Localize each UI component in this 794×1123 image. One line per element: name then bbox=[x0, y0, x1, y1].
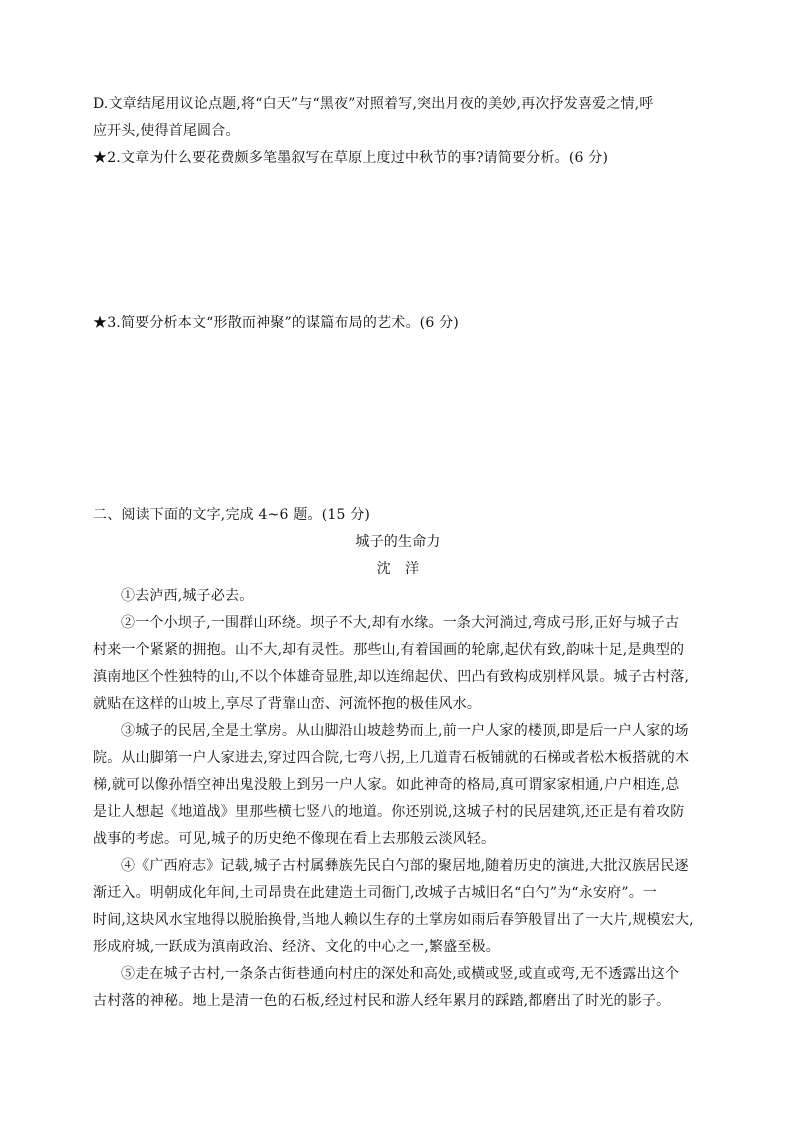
question-2: ★2.文章为什么要花费颇多笔墨叙写在草原上度过中秋节的事?请简要分析。(6 分) bbox=[93, 150, 609, 166]
paragraph-line: 战事的考虑。可见,城子的历史绝不像现在看上去那般云淡风轻。 bbox=[93, 831, 496, 847]
paragraph-line: 村来一个紧紧的拥抱。山不大,却有灵性。那些山,有着国画的轮廓,起伏有致,韵味十足,是典型的 bbox=[93, 642, 685, 658]
paragraph-2 bbox=[93, 610, 703, 718]
paragraph-line: 梯,就可以像孙悟空神出鬼没般上到另一户人家。如此神奇的格局,真可谓家家相通,户户相连,总 bbox=[93, 777, 680, 793]
option-d-line-1: D.文章结尾用议论点题,将“白天”与“黑夜”对照着写,突出月夜的美妙,再次抒发喜爱之情,呼 bbox=[93, 96, 654, 112]
paragraph-line: 就贴在这样的山坡上,享尽了背靠山峦、河流怀抱的极佳风水。 bbox=[93, 696, 482, 712]
paragraph-line: 渐迁入。明朝成化年间,土司昂贵在此建造土司衙门,改城子古城旧名“白勺”为“永安府”。一 bbox=[93, 885, 658, 901]
article-title: 城子的生命力 bbox=[355, 534, 441, 550]
paragraph-4 bbox=[93, 853, 703, 961]
paragraph-line: 是让人想起《地道战》里那些横七竖八的地道。你还别说,这城子村的民居建筑,还正是有着攻防 bbox=[93, 804, 685, 820]
paragraph-5 bbox=[93, 961, 703, 1015]
paragraph-line: ②一个小坝子,一围群山环绕。坝子不大,却有水缘。一条大河淌过,弯成弓形,正好与城子古 bbox=[121, 615, 680, 631]
paragraph-line: 古村落的神秘。地上是清一色的石板,经过村民和游人经年累月的踩踏,都磨出了时光的影子。 bbox=[93, 993, 671, 1009]
question-3-block bbox=[93, 310, 703, 337]
paragraph-line: ③城子的民居,全是土掌房。从山脚沿山坡趁势而上,前一户人家的楼顶,即是后一户人家的场 bbox=[121, 723, 689, 739]
paragraph-line: ①去泸西,城子必去。 bbox=[121, 588, 254, 604]
question-3: ★3.简要分析本文“形散而神聚”的谋篇布局的艺术。(6 分) bbox=[93, 315, 459, 331]
paragraph-line: ⑤走在城子古村,一条条古街巷通向村庄的深处和高处,或横或竖,或直或弯,无不透露出这个 bbox=[121, 966, 680, 982]
section-2-heading: 二、阅读下面的文字,完成 4~6 题。(15 分) bbox=[93, 507, 371, 523]
section-2 bbox=[93, 502, 703, 1015]
paragraph-3 bbox=[93, 718, 703, 853]
article-author: 沈 洋 bbox=[376, 561, 420, 577]
paragraph-line: 院。从山脚第一户人家进去,穿过四合院,七弯八拐,上几道青石板铺就的石梯或者松木板搭就的木 bbox=[93, 750, 690, 766]
option-d-line-2: 应开头,使得首尾圆合。 bbox=[93, 123, 240, 139]
question-block-top bbox=[93, 91, 703, 172]
paragraph-line: ④《广西府志》记载,城子古村属彝族先民白勺部的聚居地,随着历史的演进,大批汉族居民逐 bbox=[121, 858, 689, 874]
paragraph-1 bbox=[93, 583, 703, 610]
paragraph-line: 形成府城,一跃成为滇南政治、经济、文化的中心之一,繁盛至极。 bbox=[93, 939, 500, 955]
paragraph-line: 滇南地区个性独特的山,不以个体雄奇显胜,却以连绵起伏、凹凸有致构成别样风景。城子古村落, bbox=[93, 669, 690, 685]
paragraph-line: 时间,这块风水宝地得以脱胎换骨,当地人赖以生存的土掌房如雨后春笋般冒出了一大片,规模宏大, bbox=[93, 912, 694, 928]
